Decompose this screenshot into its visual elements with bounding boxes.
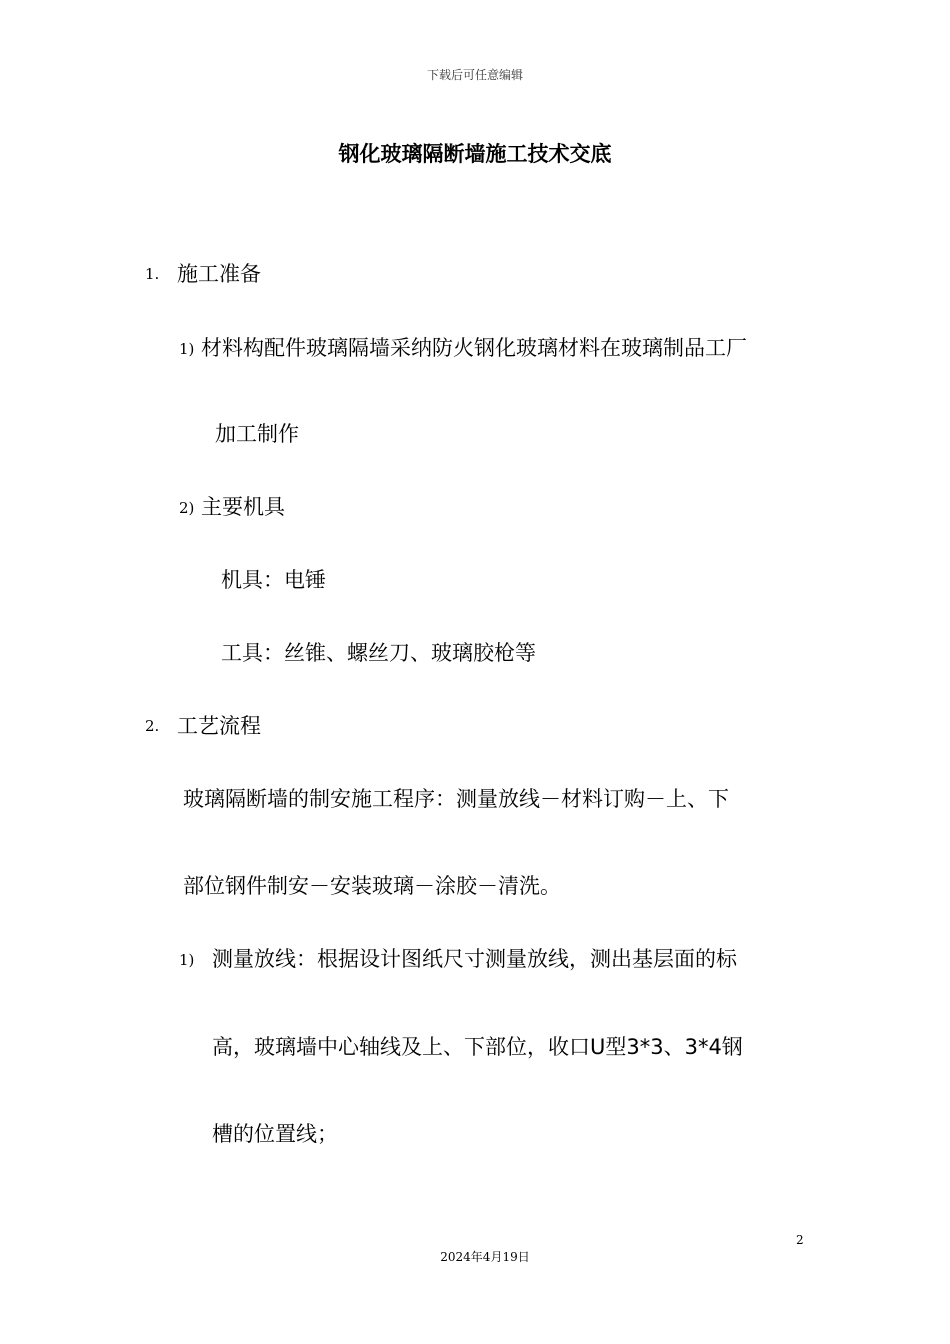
item-text-line: 加工制作 [215, 422, 299, 446]
tools-line: 机具：电锤 [221, 568, 326, 592]
page-number: 2 [796, 1233, 804, 1247]
tools-line: 工具：丝锥、螺丝刀、玻璃胶枪等 [221, 641, 536, 665]
item-text-line: 高，玻璃墙中心轴线及上、下部位，收口U型3*3、3*4钢 [212, 1035, 743, 1059]
item-text-line: 主要机具 [201, 495, 285, 519]
section-number: 1. [145, 265, 160, 283]
section-heading: 工艺流程 [177, 714, 261, 738]
item-text-line: 测量放线：根据设计图纸尺寸测量放线，测出基层面的标 [212, 947, 737, 971]
item-number: 1) [179, 340, 195, 358]
item-number: 2) [179, 499, 195, 517]
item-text-line: 材料构配件玻璃隔墙采纳防火钢化玻璃材料在玻璃制品工厂 [201, 336, 747, 360]
page-header: 下载后可任意编辑 [426, 68, 523, 82]
document-title: 钢化玻璃隔断墙施工技术交底 [338, 142, 612, 166]
paragraph-line: 部位钢件制安－安装玻璃－涂胶－清洗。 [183, 874, 561, 898]
paragraph-line: 玻璃隔断墙的制安施工程序：测量放线－材料订购－上、下 [183, 787, 729, 811]
footer-date: 2024年4月19日 [440, 1250, 530, 1264]
section-number: 2. [145, 717, 160, 735]
section-heading: 施工准备 [177, 262, 261, 286]
item-text-line: 槽的位置线； [212, 1122, 338, 1146]
item-number: 1) [179, 951, 195, 969]
